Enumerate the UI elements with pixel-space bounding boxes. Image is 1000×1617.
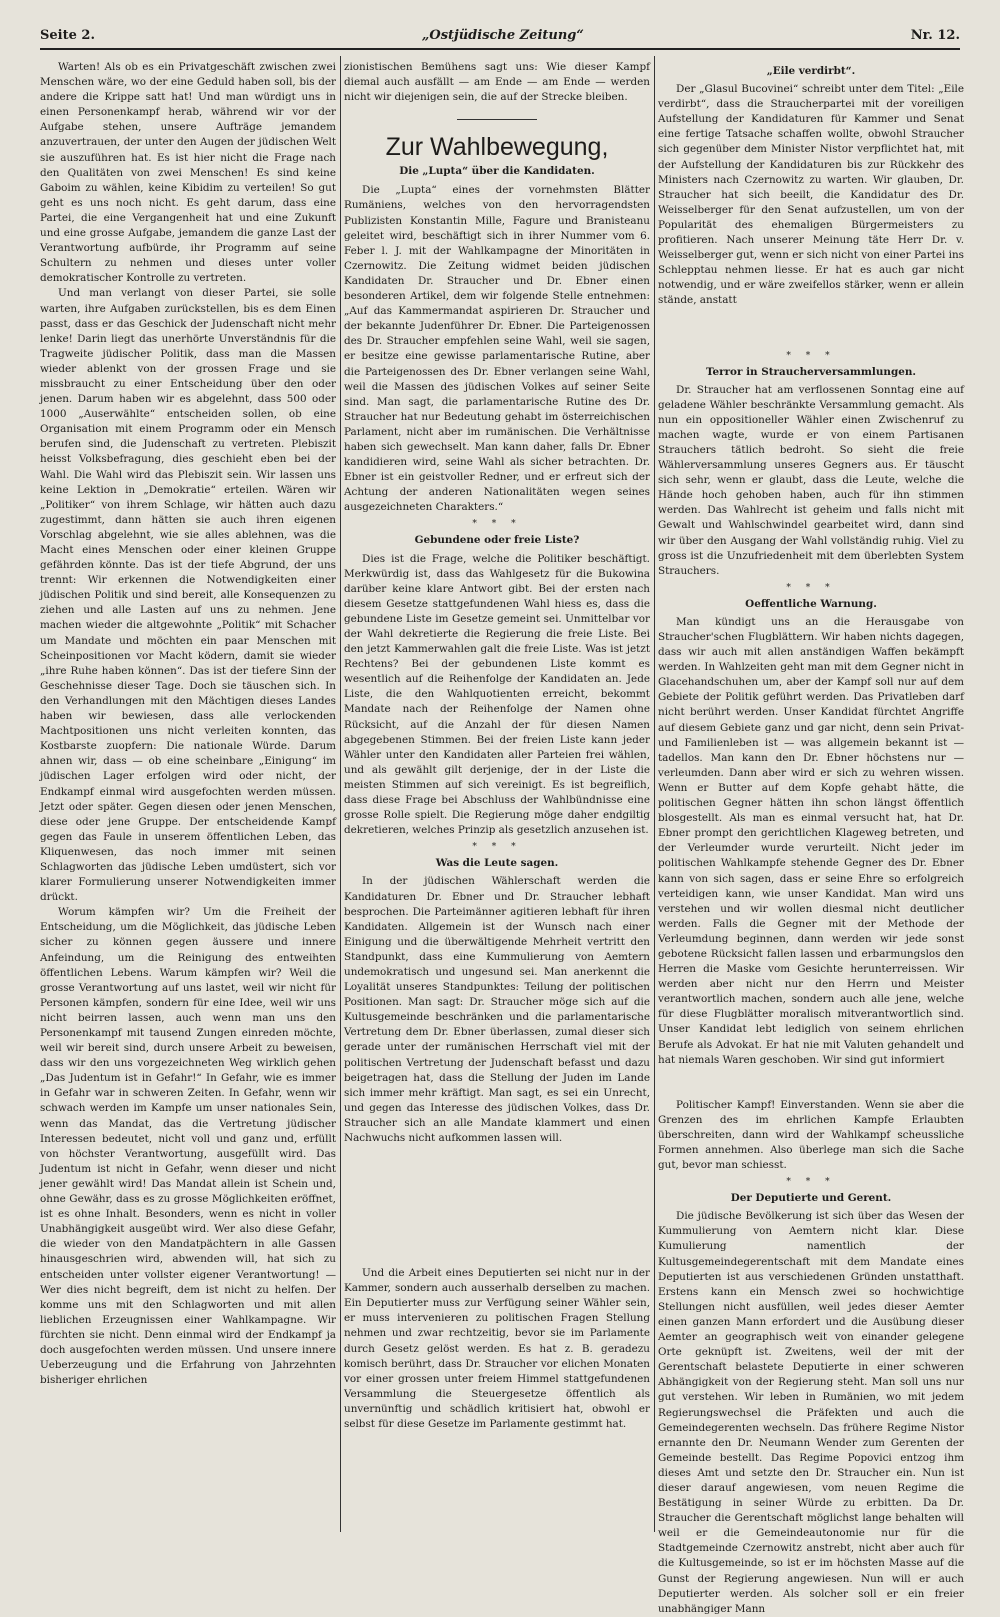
article-subtitle: Die „Lupta“ über die Kandidaten. [399,165,595,178]
section-rule [457,119,537,120]
article-title: Zur Wahlbewegung, [385,133,609,162]
column-1 [40,60,336,1526]
blank-space [658,309,964,347]
paragraph: Die „Lupta“ eines der vornehmsten Blätter Rumäniens, welches von den hervorragendsten Publizisten Konstantin Mille, Fagure und Branisteanu geleitet wird, beschäftigt sich in ihrer Nummer vom 6. Feber l. J. mit der Wahlkampagne der Minoritäten in Czernowitz. Die Zeitung widmet beiden jüdischen Kandidaten Dr. Straucher und Dr. Ebner einen besonderen Artikel, dem wir folgende Stelle entnehmen: „Auf das Kammermandat aspirieren Dr. Straucher und der bekannte Judenführer Dr. Ebner. Die Parteigenossen des Dr. Straucher empfehlen seine Wahl, weil sie sagen, er besitze eine gewisse parlamentarische Rutine, aber die Parteigenossen des Dr. Ebner verlangen seine Wahl, weil die Massen des jüdischen Volkes auf seiner Seite sind. Man sagt, die parlamentarische Rutine des Dr. Straucher hat nur Bedeutung gehabt im österreichischen Parlament, nicht aber im rumänischen. Die Verhältnisse haben sich gewechselt. Man kann daher, falls Dr. Ebner kandidieren wird, seine Wahl als sicher betrachten. Dr. Ebner ist ein geistvoller Redner, und er erfreut sich der Achtung der anderen Nationalitäten wegen seines ausgezeichneten Charakters.“ [344,184,650,514]
issue-number: Nr. 12. [910,27,960,43]
paragraph: Politischer Kampf! Einverstanden. Wenn sie aber die Grenzen des im ehrlichen Kampfe Erlaubten überschreiten, dann wird der Wahlkampf scheussliche Formen annehmen. Also überlege man sich die Sache gut, bevor man schiesst. [658,1098,964,1172]
paragraph: Und die Arbeit eines Deputierten sei nicht nur in der Kammer, sondern auch ausserhalb derselben zu machen. Ein Deputierter muss zur Verfügung seiner Wähler sein, er muss intervenieren zu politischen Fragen Stellung nehmen und zwar rechtzeitig, bevor sie im Parlamente durch Gesetz gelöst werden. Es hat z. B. geradezu komisch berührt, dass Dr. Straucher vor elichen Monaten vor einer grossen unter freiem Himmel stattgefundenen Versammlung die Steuergesetze öffentlich als unvernünftig und schädlich kritisiert hat, obwohl er selbst für diese Gesetze im Parlamente gestimmt hat. [344,1267,650,1431]
header-rule [40,48,960,50]
paragraph: In der jüdischen Wählerschaft werden die Kandidaturen Dr. Ebner und Dr. Straucher lebhaft besprochen. Die Parteimänner agitieren lebhaft für ihren Kandidaten. Allgemein ist der Wunsch nach einer Einigung und die überwältigende Mehrheit vertritt den Standpunkt, dass eine Kummulierung von Aemtern undemokratisch und ungesund sei. Man anerkennt die Loyalität unseres Standpunktes: Teilung der politischen Positionen. Man sagt: Dr. Straucher möge sich auf die Kultusgemeinde beschränken und die parlamentarische Vertretung dem Dr. Ebner überlassen, zumal dieser sich gerade unter der rumänischen Herrschaft viel mit der politischen Vertretung der Judenschaft befasst und dazu beigetragen hat, dass die Stellung der Juden im Lande sich immer mehr kräftigt. Man sagt, es sei ein Unrecht, und gegen das Interesse des jüdischen Volkes, dass Dr. Straucher sich an alle Mandate klammert und einen Nachwuchs nicht aufkommen lassen will. [344,875,650,1144]
section-heading: „Eile verdirbt“. [766,65,856,77]
paragraph: Der „Glasul Bucovinei“ schreibt unter dem Titel: „Eile verdirbt“, dass die Straucherpartei mit der voreiligen Aufstellung der Kandidaturen für Kammer und Senat eine fertige Tatsache schaffen wollte, obwohl Straucher sich gegenüber dem Minister Nistor verpflichtet hat, mit der Aufstellung der Kandidaturen bis zur Rückkehr des Ministers nach Czernowitz zu warten. Wir glauben, Dr. Straucher hat sich beeilt, die Kandidatur des Dr. Weisselberger für den Senat aufzustellen, um von der Popularität des ehemaligen Bürgermeisters zu profitieren. Nach unserer Meinung täte Herr Dr. v. Weisselberger gut, wenn er sich nicht von einer Partei ins Schlepptau nehmen liesse. Er hat es auch gar nicht notwendig, und er wäre zweifellos stärker, wenn er allein stände, anstatt [658,83,964,307]
section-stars: * * * [786,1177,836,1188]
section-stars: * * * [786,582,836,593]
section-heading: Oeffentliche Warnung. [745,597,877,610]
page-number: Seite 2. [40,27,95,43]
paragraph: Dr. Straucher hat am verflossenen Sonntag eine auf geladene Wähler beschränkte Versammlung gemacht. Als nun ein oppositioneller Wähler einen Zwischenruf zu machen wagte, wurde er von einem Partisanen Strauchers tätlich bedroht. So sieht die freie Wählerversammlung unseres Gegners aus. Er täuscht sich sehr, wenn er glaubt, dass die Leute, welche die Hände hoch gehoben haben, auch für ihn stimmen werden. Das Wahlrecht ist geheim und falls nicht mit Gewalt und Wahlschwindel gearbeitet wird, dann sind wir über den Ausgang der Wahl vollständig ruhig. Viel zu gross ist die Unzufriedenheit mit dem überlebten System Strauchers. [658,383,964,577]
paragraph: zionistischen Bemühens sagt uns: Wie dieser Kampf diemal auch ausfällt — am Ende — am Ende — werden nicht wir diejenigen sein, die auf der Strecke bleiben. [344,61,650,104]
section-heading: Gebundene oder freie Liste? [414,534,580,547]
section-heading: Terror in Straucherversammlungen. [705,365,917,378]
blank-space [344,1146,650,1266]
section-heading: Was die Leute sagen. [435,857,559,870]
column-divider [654,56,655,1532]
blank-space [658,1068,964,1098]
paragraph: Man kündigt uns an die Herausgabe von Straucher'schen Flugblättern. Wir haben nichts dagegen, dass wir auch mit allen anständigen Waffen bekämpft werden. In Wahlzeiten geht man mit dem Gegner nicht in Glacehandschuhen um, aber der Kampf soll nur auf dem Gebiete der Politik geführt werden. Das Privatleben darf nicht berührt werden. Unser Kandidat fürchtet Angriffe auf diesem Gebiete ganz und gar nicht, denn sein Privat- und Familienleben ist — was allgemein bekannt ist — tadellos. Man kann den Dr. Ebner höchstens nur — verleumden. Dann aber wird er sich zu wehren wissen. Wenn er Butter auf dem Kopfe gehabt hätte, die politischen Gegner hätten ihn schon längst öffentlich blosgestellt. Als man es einmal versucht hat, hat Dr. Ebner prompt den gerichtlichen Klageweg betreten, und der Verleumder wurde verurteilt. Nicht jeder im politischen Wahlkampfe stehende Gegner des Dr. Ebner kann von sich sagen, dass er seine Ehre so erfolgreich verteidigen kann, wie unser Kandidat. Man wird uns verstehen und wir wollen diesmal nicht deutlicher werden. Falls die Gegner mit der Methode der Verleumdung beginnen, dann werden wir jede sonst gebotene Rücksicht fallen lassen und erbarmungslos den Herren die Maske vom Gesichte herunterreissen. Wir werden aber nicht nur den Herrn und Meister verantwortlich machen, sondern auch alle jene, welche für diese Flugblätter moralisch mitverantwortlich sind. Unser Kandidat lebt lediglich von seinem ehrlichen Berufe als Advokat. Er hat nie mit Valuten gehandelt und hat niemals Waren geschoben. Wir sind gut informiert [658,615,964,1066]
column-divider [340,56,341,1532]
paragraph: Worum kämpfen wir? Um die Freiheit der Entscheidung, um die Möglichkeit, das jüdische Leben sicher zu können gegen äussere und innere Anfeindung, um die Reinigung des entweihten öffentlichen Lebens. Warum kämpfen wir? Weil die grosse Verantwortung auf uns lastet, weil wir nicht für Personen kämpfen, sondern für eine Idee, weil wir uns nicht beirren lassen, auch wenn man uns den Personenkampf mit tausend Zungen einreden möchte, weil wir bereit sind, durch unsere Arbeit zu beweisen, dass wir den uns vorgezeichneten Weg wirklich gehen „Das Judentum ist in Gefahr!“ In Gefahr, wie es immer in Gefahr war in schweren Zeiten. In Gefahr, wenn wir schwach werden im Kampfe um unser nationales Sein, wenn das Mandat, das die Vertretung jüdischer Interessen bedeutet, nicht voll und ganz und, erfüllt von höchster Verantwortung, ausgefüllt wird. Das Judentum ist nicht in Gefahr, wenn dieser und nicht jener gewählt wird! Das Mandat allein ist Schein und, ohne Gewähr, dass es zu grosse Möglichkeiten eröffnet, ist es ohne Inhalt. Besonders, wenn es nicht in voller Unabhängigkeit ausgeübt wird. Wer also diese Gefahr, die wieder von den Mandatpächtern in alle Gassen hinausgeschrien wird, abwenden will, hat sich zu entscheiden unter vollster eigener Verantwortung! — Wer dies nicht begreift, dem ist nicht zu helfen. Der komme uns mit den Schlagworten und mit allen lieblichen Erzeugnissen einer Wahlkampagne. Wir fürchten sie nicht. Denn einmal wird der Endkampf ja doch ausgefochten werden müssen. Und unsere innere Ueberzeugung und die Erfahrung von Jahrzehnten bisheriger ehrlichen [40,906,336,1387]
column-3 [658,60,964,1615]
column-2 [344,60,650,1526]
section-stars: * * * [472,842,522,853]
paragraph: Warten! Als ob es ein Privatgeschäft zwischen zwei Menschen wäre, wo der eine Geduld haben soll, bis der andere die Krippe satt hat! Und man würdigt uns in einen Personenkampf herab, während wir vor der Aufgabe stehen, unsere Aufträge jemandem anzuvertrauen, der unter den Augen der jüdischen Welt sie auszuführen hat. Es ist hier nicht die Frage nach den Qualitäten von zwei Menschen! Es sind keine Gaboim zu wählen, keine Kibidim zu verteilen! So gut geht es uns noch nicht. Es geht darum, dass eine Partei, die eine Vergangenheit hat und eine Zukunft und eine grosse Aufgabe, jemandem die ganze Last der Verantwortung aufbürde, ihr Programm auf seine Schultern zu nehmen und dieses unter voller demokratischer Kontrolle zu vertreten. [40,61,336,285]
newspaper-title: „Ostjüdische Zeitung“ [421,27,584,43]
section-stars: * * * [786,350,836,361]
page-header [40,24,960,46]
paragraph: Dies ist die Frage, welche die Politiker beschäftigt. Merkwürdig ist, dass das Wahlgesetz für die Bukowina darüber keine klare Antwort gibt. Bei der ersten nach diesem Gesetze stattgefundenen Wahl hiess es, dass die gebundene Liste im Gesetze gemeint sei. Unmittelbar vor der Wahl dekretierte die Regierung die freie Liste. Bei den jetzt Kammerwahlen galt die freie Liste. Was ist jetzt Rechtens? Bei der gebundenen Liste kommt es wesentlich auf die Reihenfolge der Kandidaten an. Jede Liste, die den Wahlquotienten erreicht, bekommt Mandate nach der Reihenfolge der Namen ohne Rücksicht, auf die Anzahl der für diesen Namen abgegebenen Stimmen. Bei der freien Liste kann jeder Wähler unter den Kandidaten aller Parteien frei wählen, und als gewählt gilt derjenige, der in der Liste die meisten Stimmen auf sich vereinigt. Es ist begreiflich, dass diese Frage bei Abschluss der Wahlbündnisse eine grosse Rolle spielt. Die Regierung möge daher endgiltig dekretieren, welches Prinzip als gesetzlich anzusehen ist. [344,552,650,837]
paragraph: Die jüdische Bevölkerung ist sich über das Wesen der Kummulierung von Aemtern nicht klar. Diese Kumulierung namentlich der Kultusgemeindegerentschaft mit dem Mandate eines Deputierten ist aus verschiedenen Gründen unstatthaft. Erstens kann ein Mensch zwei so hochwichtige Stellungen nicht ausfüllen, weil jedes dieser Aemter einen ganzen Mann erfordert und die Ausübung dieser Aemter an geographisch weit von einander gelegene Orte geknüpft ist. Zweitens, weil der mit der Gerentschaft belastete Deputierte in einer schweren Abhängigkeit von der Regierung steht. Man soll uns nur gut verstehen. Wir leben in Rumänien, wo mit jedem Regierungswechsel die Präfekten und auch die Gemeindegerenten wechseln. Das frühere Regime Nistor ernannte den Dr. Neumann Wender zum Gerenten der Gemeinde bestellt. Das Regime Popovici entzog ihm dieses Amt und setzte den Dr. Straucher ein. Nun ist dieser darauf angewiesen, vom neuen Regime die Bestätigung in seiner Würde zu erbitten. Da Dr. Straucher die Gerentschaft möglichst lange behalten will weil er die Gemeindeautonomie nur für die Stadtgemeinde Czernowitz anstrebt, nicht aber auch für die Kultusgemeinde, so ist er im höchsten Masse auf die Gunst der Regierung angewiesen. Nun will er auch Deputierter werden. Als solcher soll er ein freier unabhängiger Mann [658,1210,964,1615]
paragraph: Und man verlangt von dieser Partei, sie solle warten, ihre Aufgaben zurückstellen, bis es dem Einen passt, dass er das Geschick der Judenschaft nicht mehr lenke! Darin liegt das unerhörte Unverständnis für die Tragweite jüdischer Politik, dass man die Massen wieder ablenkt von der grossen Frage und sie missbraucht zu einer Entscheidung über den oder jenen. Darum haben wir es abgelehnt, dass 500 oder 1000 „Auserwählte“ entscheiden sollen, ob eine Organisation mit einem Programm oder ein Mensch berufen sind, die Judenschaft zu vertreten. Plebiszit heisst Volksbefragung, dies geschieht eben bei der Wahl. Die Wahl wird das Plebiszit sein. Wir lassen uns keine Lektion in „Demokratie“ erteilen. Wären wir „Politiker“ von ihrem Schlage, wir hätten auch dazu zugestimmt, dann hätten sie auch ihren eigenen Vorschlag abgelehnt, wie sie alles ablehnen, was die Macht eines Menschen oder einer kleinen Gruppe gefährden könnte. Das ist der tiefe Abgrund, der uns trennt: Wir erkennen die Notwendigkeiten einer jüdischen Politik und sind bereit, alle Konsequenzen zu ziehen und alle Lasten auf uns zu nehmen. Jene machen wieder die altgewohnte „Politik“ mit Schacher um Mandate und möchten ein paar Menschen mit Scheinpositionen vor Macht ködern, damit sie wieder „ihre Ruhe haben können“. Das ist der tiefere Sinn der Geschehnisse dieser Tage. Doch sie täuschen sich. In den Verhandlungen mit den Mächtigen dieses Landes haben wir bewiesen, dass alle verlockenden Machtpositionen uns nicht verleiten konnten, das Kostbarste zuopfern: Die nationale Würde. Darum ahnen wir, dass — ob eine scheinbare „Einigung“ im jüdischen Lager erfolgen wird oder nicht, der Endkampf einmal wird ausgefochten werden müssen. Jetzt oder später. Gegen diesen oder jenen Menschen, diese oder jene Gruppe. Der entscheidende Kampf gegen das Faule in unserem öffentlichen Leben, das Kliquenwesen, das noch immer mit seinen Schlagworten das jüdische Leben umdüstert, sich vor klarer Formulierung unserer Notwendigkeiten immer drückt. [40,287,336,904]
section-stars: * * * [472,519,522,530]
section-heading: Der Deputierte und Gerent. [730,1192,892,1205]
